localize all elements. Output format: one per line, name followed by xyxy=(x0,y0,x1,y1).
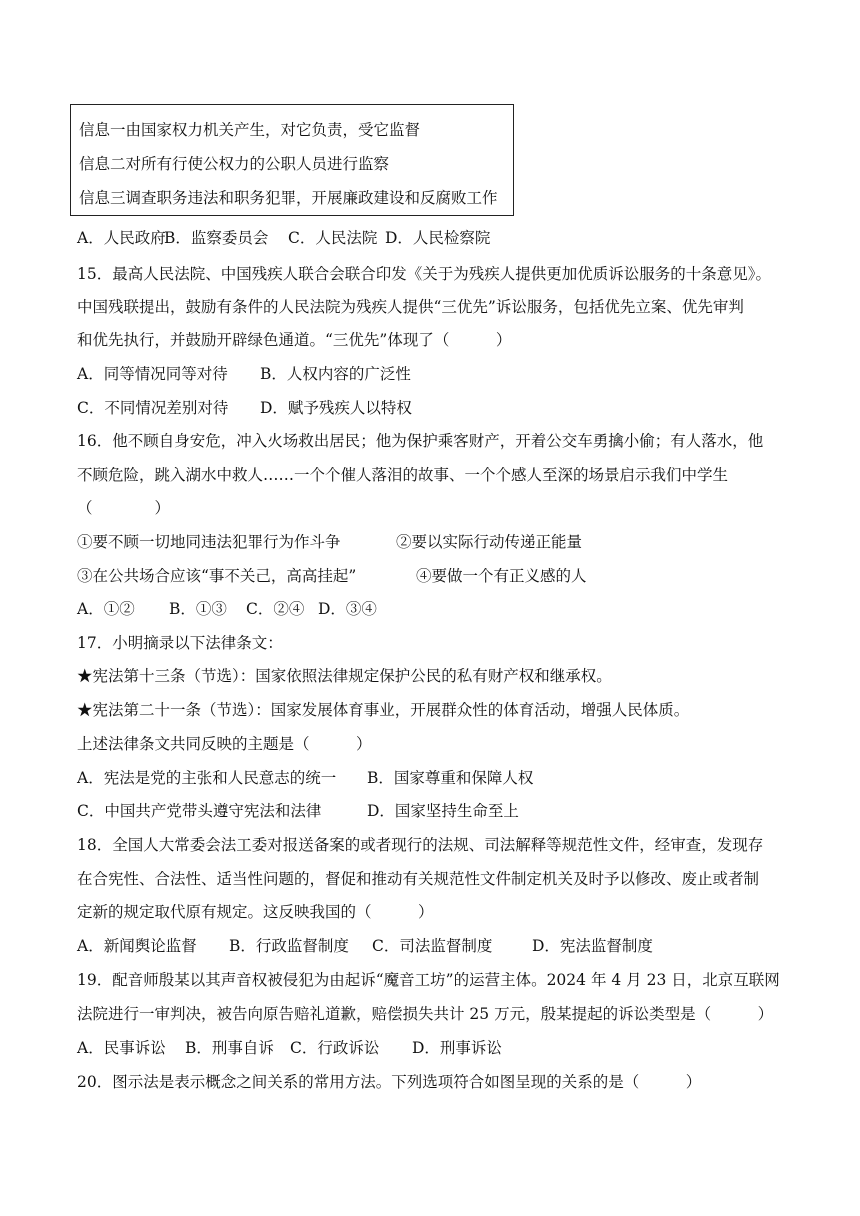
q16-line-3: （ ） xyxy=(77,499,171,517)
q16-option-b: B．①③ xyxy=(169,600,227,618)
q15-line-2: 中国残联提出，鼓励有条件的人民法院为残疾人提供“三优先”诉讼服务，包括优先立案、优先审判 xyxy=(77,298,744,316)
q16-line-2: 不顾危险，跳入湖水中救人……一个个催人落泪的故事、一个个感人至深的场景启示我们中学生 xyxy=(77,466,729,484)
q14-option-b: B．监察委员会 xyxy=(164,229,269,247)
q16-statement-3: ③在公共场合应该“事不关己，高高挂起” xyxy=(77,567,357,585)
q16-statement-1: ①要不顾一切地同违法犯罪行为作斗争 xyxy=(77,533,341,551)
q18-option-c: C．司法监督制度 xyxy=(372,937,493,955)
q16-option-a: A．①② xyxy=(77,600,135,618)
q17-option-b: B．国家尊重和保障人权 xyxy=(367,769,534,787)
q17-option-a: A．宪法是党的主张和人民意志的统一 xyxy=(77,769,337,787)
q17-line-3: ★宪法第二十一条（节选）：国家发展体育事业，开展群众性的体育活动，增强人民体质。 xyxy=(77,701,690,719)
q18-option-a: A．新闻舆论监督 xyxy=(77,937,197,955)
q18-line-2: 在合宪性、合法性、适当性问题的，督促和推动有关规范性文件制定机关及时予以修改、废止或者制 xyxy=(77,870,760,888)
q16-statement-2: ②要以实际行动传递正能量 xyxy=(396,533,583,551)
q18-line-1: 18．全国人大常委会法工委对报送备案的或者现行的法规、司法解释等规范性文件，经审查，发现存 xyxy=(77,836,764,854)
q19-option-d: D．刑事诉讼 xyxy=(412,1039,502,1057)
q19-option-a: A．民事诉讼 xyxy=(77,1039,166,1057)
q15-line-1: 15．最高人民法院、中国残疾人联合会联合印发《关于为残疾人提供更加优质诉讼服务的十条意见》。 xyxy=(77,265,771,283)
q15-option-d: D．赋予残疾人以特权 xyxy=(260,399,412,417)
q14-option-c: C．人民法院 xyxy=(288,229,378,247)
q15-option-b: B．人权内容的广泛性 xyxy=(260,365,411,383)
q17-line-2: ★宪法第十三条（节选）：国家依照法律规定保护公民的私有财产权和继承权。 xyxy=(77,667,612,685)
q19-option-c: C．行政诉讼 xyxy=(290,1039,380,1057)
q18-line-3: 定新的规定取代原有规定。这反映我国的（ ） xyxy=(77,903,434,921)
info-line-3: 信息三调查职务违法和职务犯罪，开展廉政建设和反腐败工作 xyxy=(79,189,498,207)
q19-option-b: B．刑事自诉 xyxy=(185,1039,274,1057)
q17-option-c: C．中国共产党带头遵守宪法和法律 xyxy=(77,802,322,820)
info-box xyxy=(70,104,514,216)
q17-line-1: 17．小明摘录以下法律条文： xyxy=(77,634,283,652)
q18-option-b: B．行政监督制度 xyxy=(229,937,349,955)
q15-option-c: C．不同情况差别对待 xyxy=(77,399,229,417)
q16-option-c: C．②④ xyxy=(246,600,305,618)
q19-line-1: 19．配音师殷某以其声音权被侵犯为由起诉“魔音工坊”的运营主体。2024 年 4 月 23 日，北京互联网 xyxy=(77,971,780,989)
q18-option-d: D．宪法监督制度 xyxy=(532,937,653,955)
q20-line-1: 20．图示法是表示概念之间关系的常用方法。下列选项符合如图呈现的关系的是（ ） xyxy=(77,1073,702,1091)
q15-option-a: A．同等情况同等对待 xyxy=(77,365,228,383)
q14-option-d: D．人民检察院 xyxy=(385,229,491,247)
info-line-1: 信息一由国家权力机关产生，对它负责，受它监督 xyxy=(79,121,421,139)
q19-line-2: 法院进行一审判决，被告向原告赔礼道歉，赔偿损失共计 25 万元，殷某提起的诉讼类型是（ ） xyxy=(77,1005,774,1023)
q14-option-a: A．人民政府 xyxy=(77,229,166,247)
q17-option-d: D．国家坚持生命至上 xyxy=(367,802,519,820)
q16-option-d: D．③④ xyxy=(318,600,377,618)
q16-line-1: 16．他不顾自身安危，冲入火场救出居民；他为保护乘客财产，开着公交车勇擒小偷；有人落水，他 xyxy=(77,432,764,450)
q15-line-3: 和优先执行，并鼓励开辟绿色通道。“三优先”体现了（ ） xyxy=(77,331,512,349)
info-line-2: 信息二对所有行使公权力的公职人员进行监察 xyxy=(79,155,390,173)
q16-statement-4: ④要做一个有正义感的人 xyxy=(416,567,587,585)
q17-line-4: 上述法律条文共同反映的主题是（ ） xyxy=(77,735,372,753)
